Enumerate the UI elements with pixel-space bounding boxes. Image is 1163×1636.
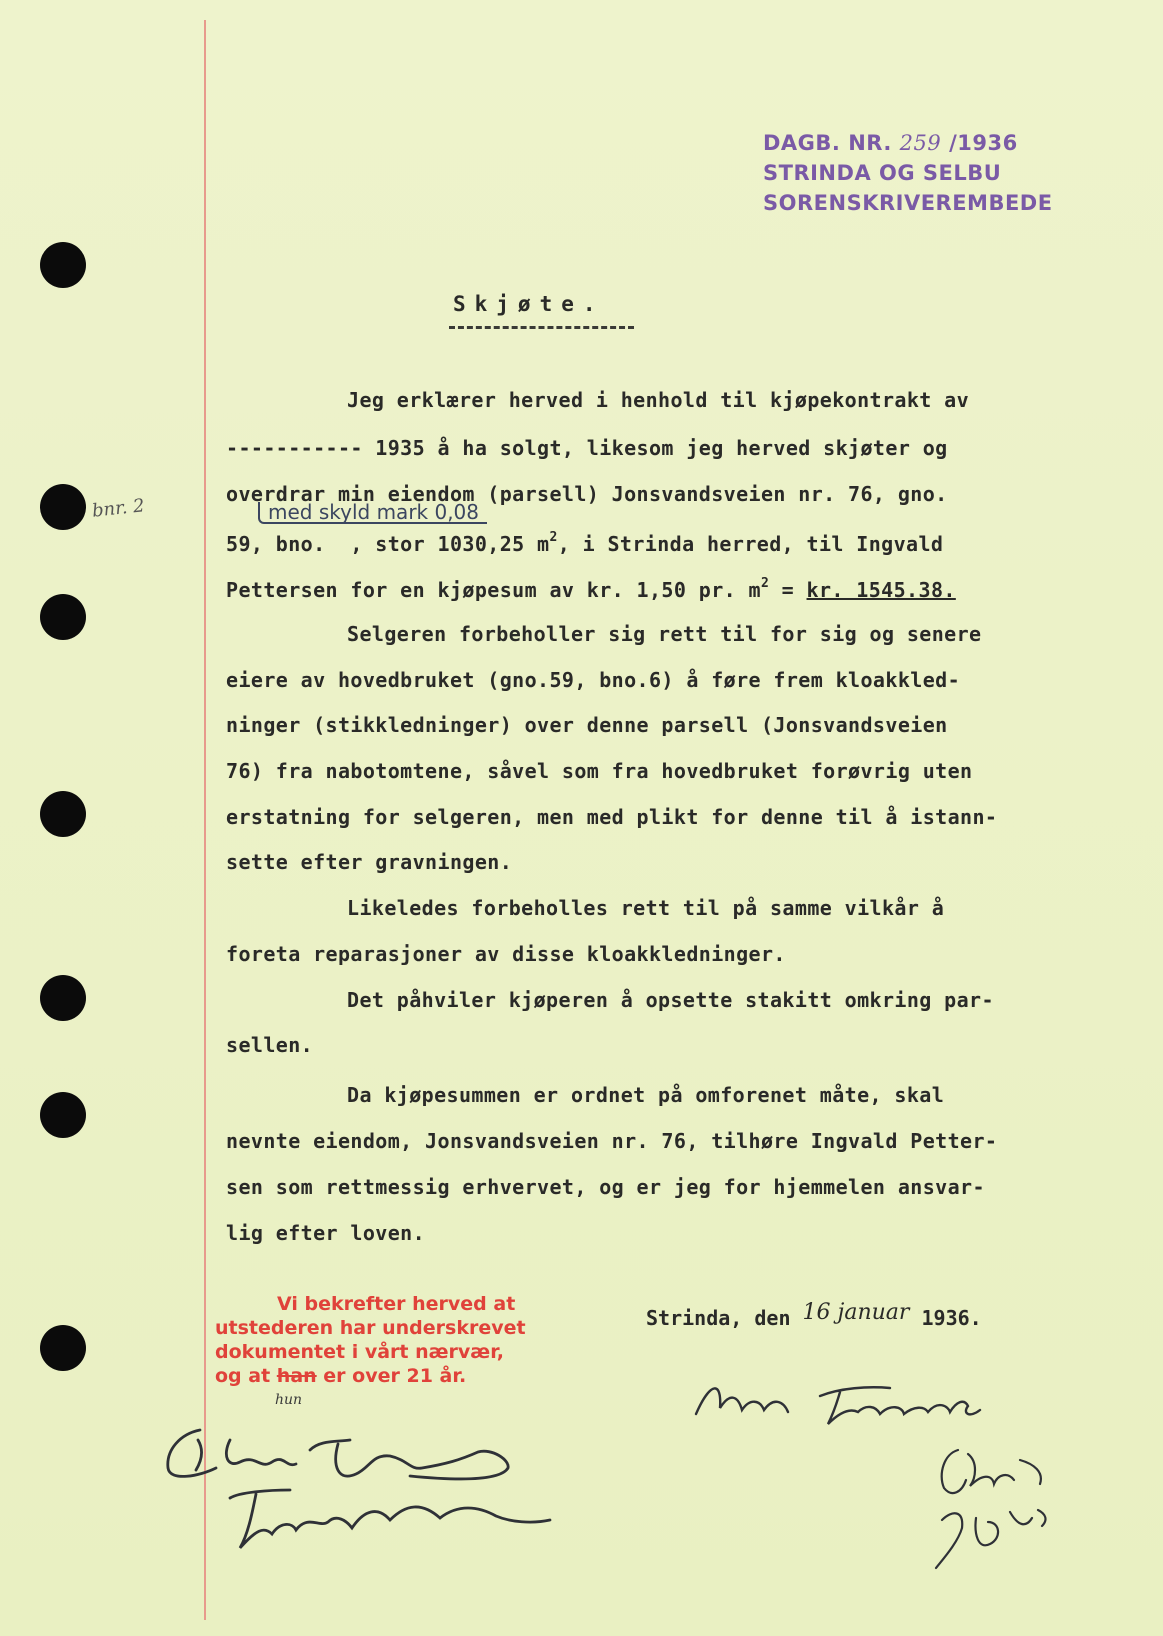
body-line: overdrar min eiendom (parsell) Jonsvandsveien nr. 76, gno.	[226, 482, 948, 506]
purchase-sum: kr. 1545.38.	[806, 578, 956, 602]
body-line: Da kjøpesummen er ordnet på omforenet måte, skal	[347, 1083, 945, 1107]
body-line: sen som rettmessig erhvervet, og er jeg for hjemmelen ansvar-	[226, 1175, 985, 1199]
place-date: Strinda, den 16 januar 1936.	[646, 1300, 982, 1330]
body-line: ----------- 1935 å ha solgt, likesom jeg herved skjøter og	[226, 436, 948, 460]
body-line: sellen.	[226, 1033, 314, 1057]
body-line: Selgeren forbeholler sig rett til for sig og senere	[347, 622, 982, 646]
body-line: foreta reparasjoner av disse kloakkledninger.	[226, 942, 786, 966]
document-title: Skjøte.	[453, 292, 605, 316]
punch-hole	[40, 1325, 86, 1371]
body-line: 59, bno. , stor 1030,25 $m^2$, i Strinda herred, til Ingvald	[226, 530, 944, 556]
margin-note: bnr. 2	[91, 495, 146, 522]
stamp-line-3: SORENSKRIVEREMBEDE	[763, 191, 1053, 215]
body-line: sette efter gravningen.	[226, 850, 513, 874]
stamp-line-1: DAGB. NR. 259 /1936	[763, 131, 1018, 155]
punch-hole	[40, 242, 86, 288]
body-line: Jeg erklærer herved i henhold til kjøpekontrakt av	[347, 388, 970, 412]
punch-hole	[40, 1092, 86, 1138]
handwritten-insertion: med skyld mark 0,08	[258, 502, 487, 524]
punch-hole	[40, 594, 86, 640]
body-line: Det påhviler kjøperen å opsette stakitt omkring par-	[347, 988, 994, 1012]
punch-hole	[40, 791, 86, 837]
witness-stamp: Vi bekrefter herved at utstederen har underskrevet dokumentet i vårt nærvær, og at han er over 21 år. hun	[215, 1292, 526, 1388]
body-line: eiere av hovedbruket (gno.59, bno.6) å føre frem kloakkled-	[226, 668, 961, 692]
body-line: lig efter loven.	[226, 1221, 426, 1245]
stamp-line-2: STRINDA OG SELBU	[763, 161, 1002, 185]
body-line: Pettersen for en kjøpesum av kr. 1,50 pr. $m^2$ = kr. 1545.38.	[226, 576, 956, 602]
body-line: nevnte eiendom, Jonsvandsveien nr. 76, tilhøre Ingvald Petter-	[226, 1129, 998, 1153]
punch-hole	[40, 975, 86, 1021]
handwritten-correction: hun	[275, 1392, 303, 1408]
struck-word: han	[276, 1365, 317, 1387]
clerk-notation	[922, 1440, 1072, 1580]
punch-hole	[40, 484, 86, 530]
body-line: erstatning for selgeren, men med plikt for denne til å istann-	[226, 805, 998, 829]
title-underline	[449, 326, 634, 329]
body-line: ninger (stikkledninger) over denne parsell (Jonsvandsveien	[226, 713, 948, 737]
margin-line	[204, 20, 206, 1620]
stamp-handwritten-number: 259	[899, 131, 942, 155]
seller-signature	[690, 1362, 1010, 1442]
handwritten-date: 16 januar	[802, 1300, 910, 1325]
registry-stamp	[763, 128, 1053, 218]
body-line: Likeledes forbeholles rett til på samme vilkår å	[347, 896, 945, 920]
witness-signatures	[160, 1410, 560, 1560]
body-line: 76) fra nabotomtene, såvel som fra hovedbruket forøvrig uten	[226, 759, 973, 783]
